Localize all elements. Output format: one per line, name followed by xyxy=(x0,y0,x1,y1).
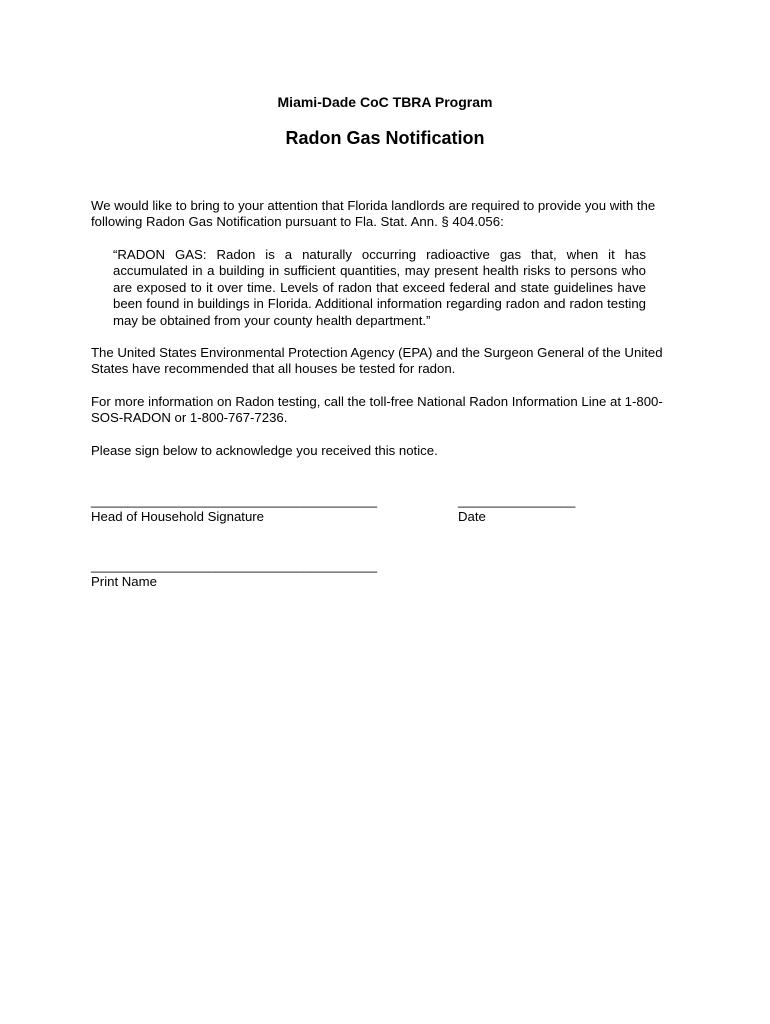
date-label: Date xyxy=(458,509,486,524)
intro-paragraph: We would like to bring to your attention that Florida landlords are required to provide you with the following Radon Gas Notification pursuant to Fla. Stat. Ann. § 404.056: xyxy=(91,198,656,230)
date-line[interactable]: ________________ xyxy=(458,493,576,508)
sign-prompt: Please sign below to acknowledge you received this notice. xyxy=(91,443,438,458)
print-name-label: Print Name xyxy=(91,574,157,589)
print-name-line[interactable]: _______________________________________ xyxy=(91,558,378,573)
page-title: Radon Gas Notification xyxy=(285,128,485,148)
signature-line[interactable]: _______________________________________ xyxy=(91,493,378,508)
signature-label: Head of Household Signature xyxy=(91,509,265,524)
program-name: Miami-Dade CoC TBRA Program xyxy=(277,94,493,110)
radon-statute-quote: “RADON GAS: Radon is a naturally occurring radioactive gas that, when it has accumulated in a building in sufficient quantities, may present health risks to persons who are exposed to it over time. Levels of radon that exceed federal and state guidelines have been found in buildings in Florida. Additional information regarding radon and radon testing may be obtained from your county health department.” xyxy=(113,247,646,328)
more-info-paragraph: For more information on Radon testing, call the toll-free National Radon Information Line at 1-800-SOS-RADON or 1-800-767-7236. xyxy=(91,394,663,426)
epa-paragraph: The United States Environmental Protection Agency (EPA) and the Surgeon General of the United States have recommended that all houses be tested for radon. xyxy=(91,345,663,377)
